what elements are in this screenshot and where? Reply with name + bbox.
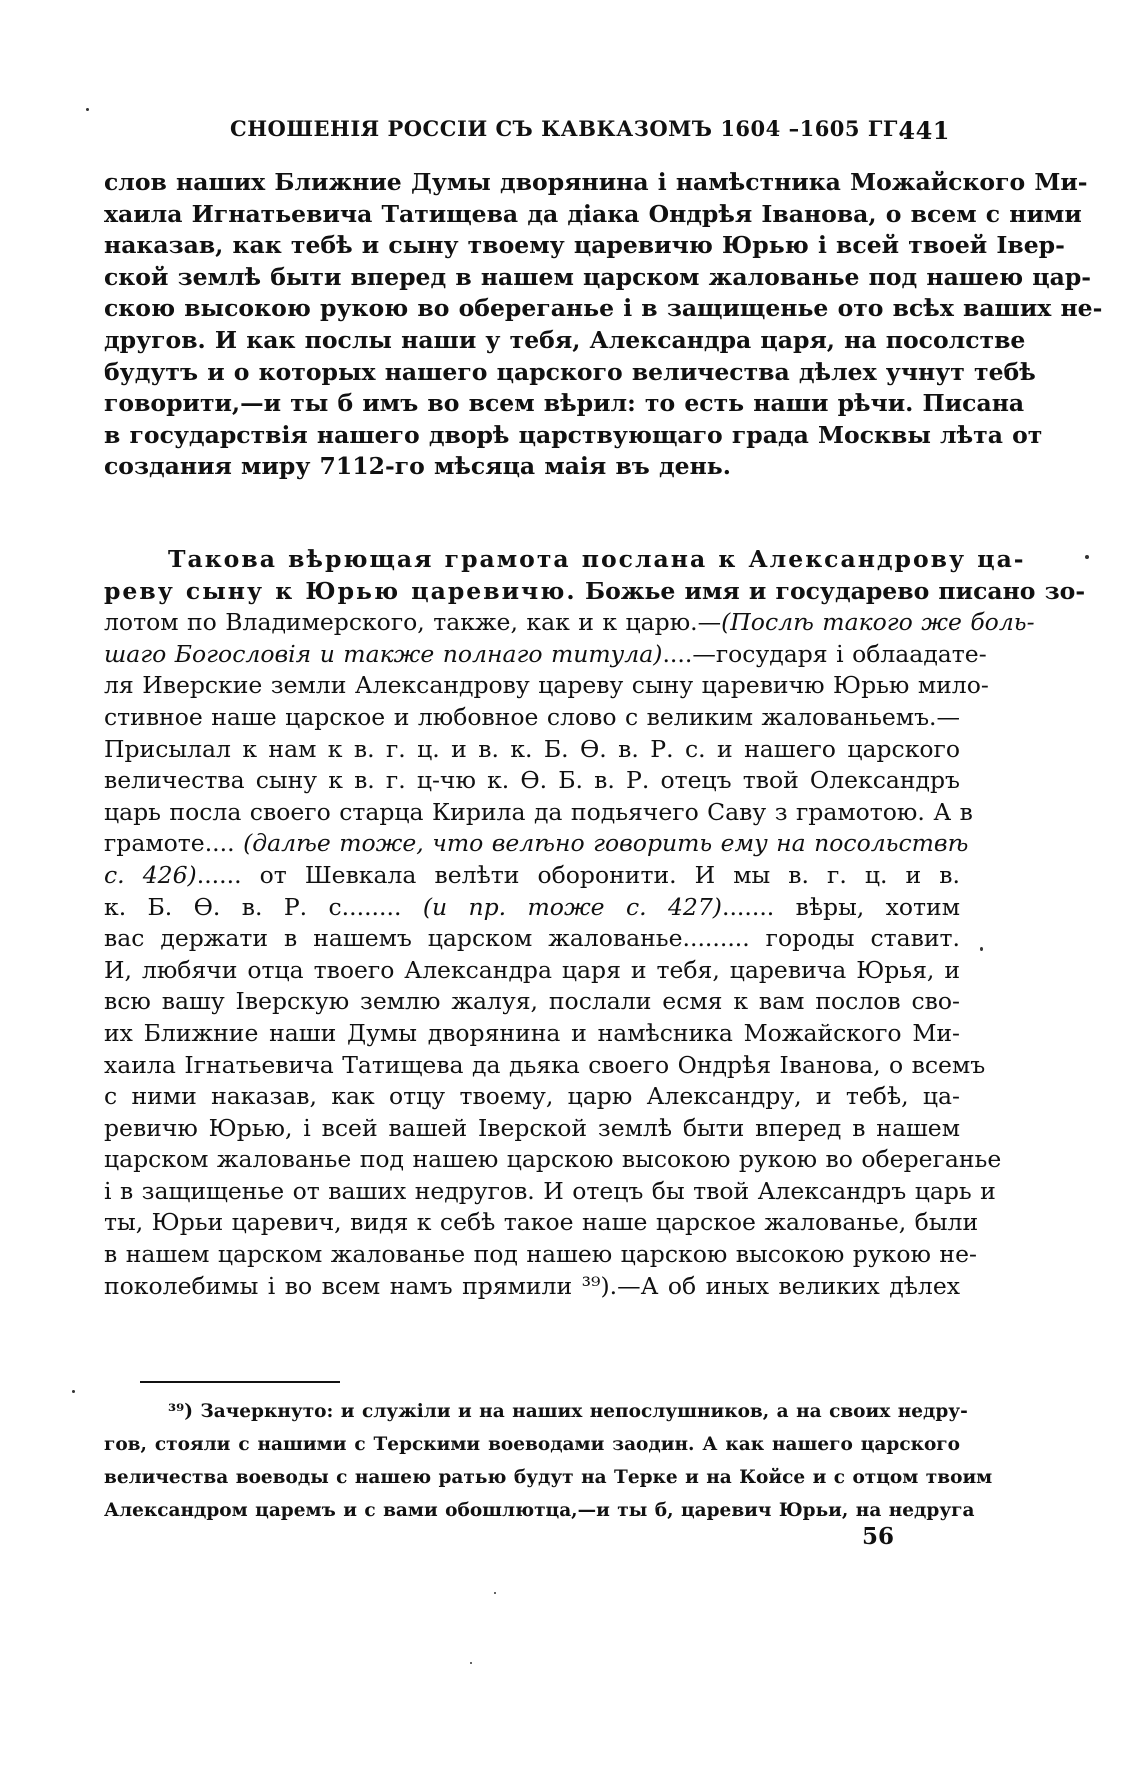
- italic-text: шаго Богословія и также полнаго титула): [104, 639, 663, 668]
- text-span: ....—государя і облаадате-: [662, 639, 987, 668]
- text-span: ...... от Шевкала велѣти оборонити. И мы в. г. ц. и в.: [196, 860, 960, 889]
- scan-speck: [72, 1390, 75, 1393]
- paragraph-letter-ending: [104, 167, 1103, 483]
- text-line: ревичю Юрью, і всей вашей Іверской землѣ быти вперед в нашем: [104, 1113, 960, 1142]
- text-span: к. Б. Ѳ. в. Р. с........: [104, 892, 423, 921]
- footnote-line: величества воеводы с нашею ратью будут на Терке и на Койсе и с отцом твоим: [104, 1467, 993, 1488]
- italic-text: (Послѣ такого же боль-: [721, 608, 1035, 637]
- footnote-line: ³⁹) Зачеркнуто: и служіли и на наших непослушников, а на своих недру-: [168, 1401, 968, 1422]
- footnote-block: [104, 1395, 993, 1527]
- bold-text: Божье имя и государево писано зо-: [584, 576, 1086, 605]
- text-line: с ними наказав, как отцу твоему, царю Александру, и тебѣ, ца-: [104, 1082, 960, 1111]
- scan-speck: [470, 1662, 472, 1664]
- text-line: всю вашу Іверскую землю жалуя, послали есмя к вам послов сво-: [104, 987, 960, 1016]
- text-line: [104, 576, 1086, 608]
- printer-signature-mark: 56: [862, 1523, 895, 1550]
- running-title: СНОШЕНІЯ РОССІИ СЪ КАВКАЗОМЪ 1604 –1605 ГГ.: [230, 116, 906, 141]
- text-line: в нашем царском жалованье под нашею царскою высокою рукою не-: [104, 1240, 977, 1269]
- text-line: ля Иверские земли Александрову цареву сыну царевичю Юрью мило-: [104, 671, 989, 700]
- footnote-divider: [140, 1381, 340, 1383]
- paragraph-credential-letter: [104, 544, 1086, 1302]
- text-line: скою высокою рукою во обереганье і в защищенье ото всѣх ваших не-: [104, 294, 1103, 323]
- text-line: Присылал к нам к в. г. ц. и в. к. Б. Ѳ. в. Р. с. и нашего царского: [104, 734, 960, 763]
- text-line: хаила Игнатьевича Татищева да діака Ондрѣя Іванова, о всем с ними: [104, 199, 1082, 228]
- text-line: [104, 892, 960, 924]
- text-line: [104, 639, 987, 671]
- text-line: их Ближние наши Думы дворянина и намѣсника Можайского Ми-: [104, 1018, 960, 1047]
- scan-speck: [494, 1592, 496, 1594]
- italic-text: с. 426): [104, 860, 197, 889]
- text-line: в государствія нашего дворѣ царствующаго града Москвы лѣта от: [104, 420, 1043, 449]
- italic-text: (далѣе тоже, что велѣно говорить ему на посольствѣ: [243, 829, 969, 858]
- scan-speck: [1085, 555, 1089, 559]
- italic-text: (и пр. тоже с. 427): [422, 892, 722, 921]
- text-line: создания миру 7112-го мѣсяца маія въ день.: [104, 452, 731, 481]
- text-line: величества сыну к в. г. ц-чю к. Ѳ. Б. в. Р. отецъ твой Олександръ: [104, 766, 960, 795]
- text-line: хаила Ігнатьевича Татищева да дьяка своего Ондрѣя Іванова, о всемъ: [104, 1050, 986, 1079]
- text-line: ты, Юрьи царевич, видя к себѣ такое наше царское жалованье, были: [104, 1208, 979, 1237]
- scan-speck: [980, 947, 983, 951]
- text-line: [104, 860, 960, 892]
- text-line: стивное наше царское и любовное слово с великим жалованьемъ.—: [104, 702, 960, 731]
- text-line: і в защищенье от ваших недругов. И отецъ бы твой Александръ царь и: [104, 1176, 996, 1205]
- text-line: ской землѣ быти вперед в нашем царском жалованье под нашею цар-: [104, 262, 1092, 291]
- text-span: грамоте....: [104, 829, 244, 858]
- spaced-text: реву сыну к Юрью царевичю.: [104, 576, 577, 605]
- text-line: царь посла своего старца Кирила да подьячего Саву з грамотою. А в: [104, 797, 973, 826]
- text-line: другов. И как послы наши у тебя, Александра царя, на посолстве: [104, 325, 1026, 354]
- text-line: говорити,—и ты б имъ во всем вѣрил: то есть наши рѣчи. Писана: [104, 389, 1025, 418]
- text-span: лотом по Владимерского, также, как и к царю.—: [104, 608, 722, 637]
- text-line: [104, 828, 969, 860]
- text-line: будутъ и о которых нашего царского величества дѣлех учнут тебѣ: [104, 357, 1036, 386]
- text-line: слов наших Ближние Думы дворянина і намѣстника Можайского Ми-: [104, 168, 1088, 196]
- text-line: поколебимы і во всем намъ прямили ³⁹).—А об иных великих дѣлех: [104, 1271, 960, 1300]
- text-line: вас держати в нашемъ царском жалованье......... городы ставит.: [104, 924, 960, 953]
- spaced-text: Такова вѣрющая грамота послана к Александрову ца-: [168, 545, 1026, 573]
- page-number: 441: [898, 116, 950, 145]
- text-line: И, любячи отца твоего Александра царя и тебя, царевича Юрья, и: [104, 955, 960, 984]
- text-line: царском жалованье под нашею царскою высокою рукою во обереганье: [104, 1145, 1002, 1174]
- footnote-line: Александром царемъ и с вами обошлютца,—и ты б, царевич Юрьи, на недруга: [104, 1500, 975, 1521]
- text-line: наказав, как тебѣ и сыну твоему царевичю Юрью і всей твоей Івер-: [104, 231, 1065, 260]
- scan-speck: [86, 108, 89, 111]
- footnote-line: гов, стояли с нашими с Терскими воеводами заодин. А как нашего царского: [104, 1434, 960, 1455]
- text-line: [104, 544, 1026, 576]
- running-head: [230, 116, 950, 146]
- text-span: ....... вѣры, хотим: [721, 892, 960, 921]
- text-line: [104, 607, 1035, 639]
